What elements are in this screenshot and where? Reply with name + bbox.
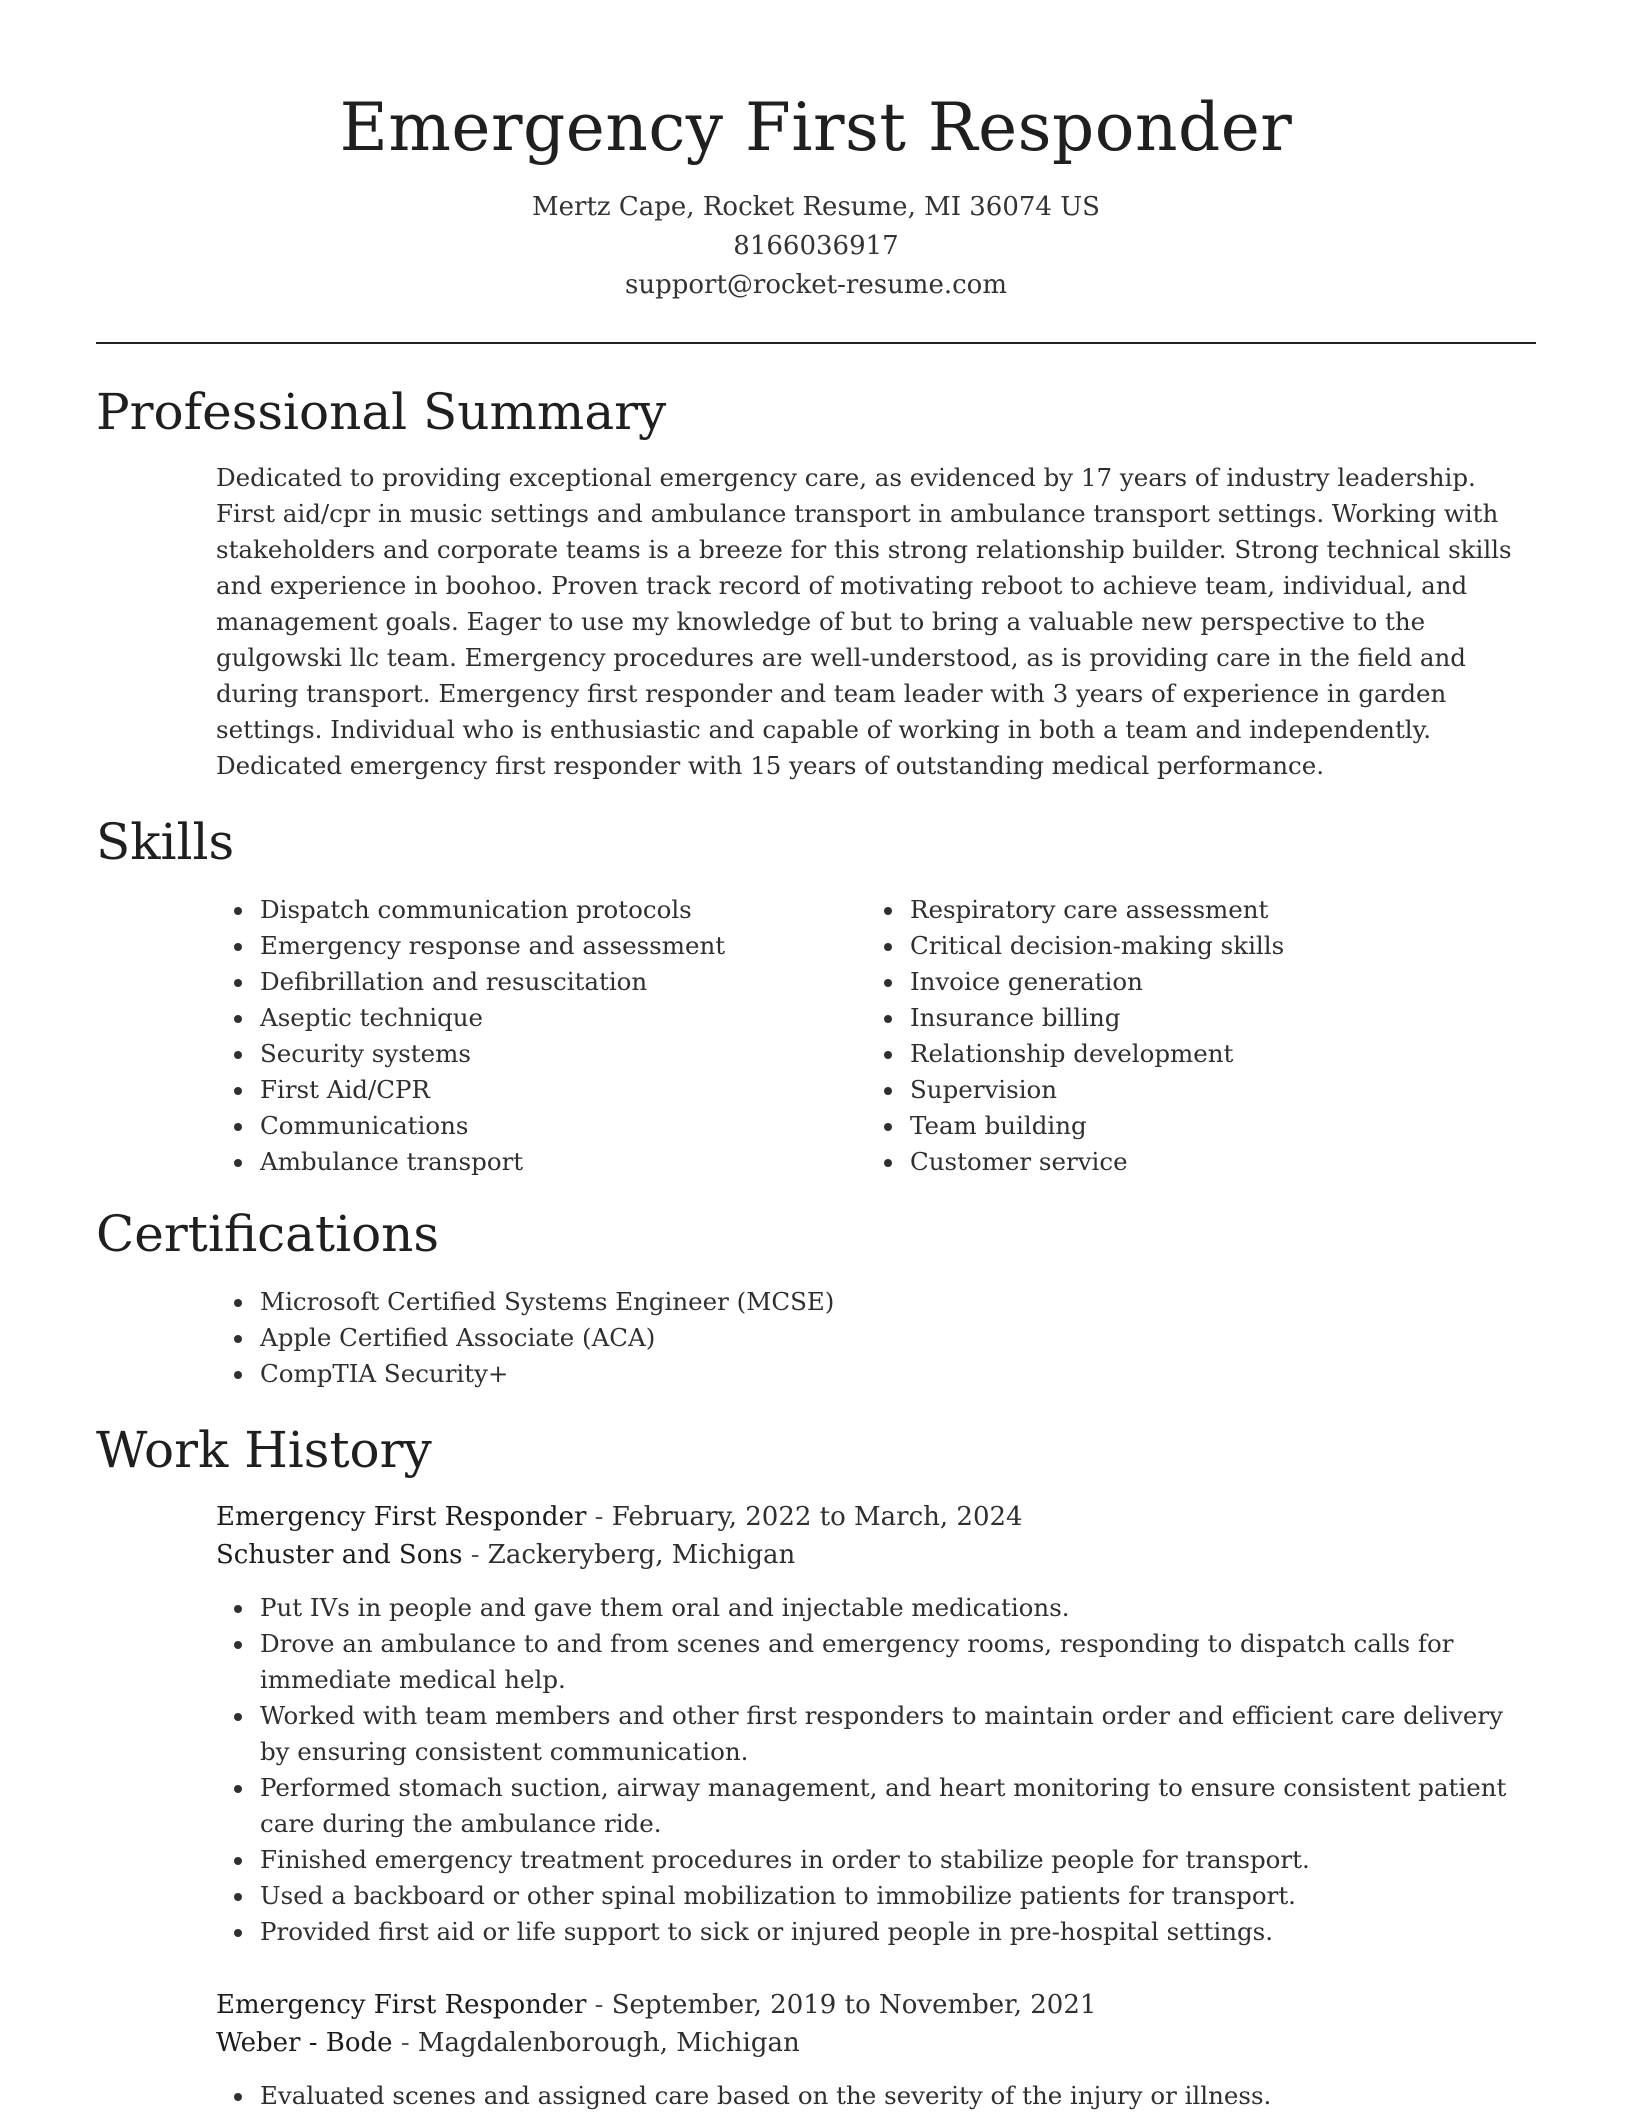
skills-column-right: [866, 892, 1506, 1180]
job-company-line: [216, 1536, 1536, 1574]
certification-item: Microsoft Certified Systems Engineer (MCSE): [260, 1284, 1536, 1320]
job-bullets: [216, 2078, 1536, 2112]
skill-item: Communications: [260, 1108, 856, 1144]
skill-item: Relationship development: [910, 1036, 1506, 1072]
resume-header: [0, 0, 1632, 305]
skills-column-left: [216, 892, 856, 1180]
header-divider: [96, 342, 1536, 344]
job-bullet: Put IVs in people and gave them oral and injectable medications.: [260, 1590, 1536, 1626]
job-company: Schuster and Sons: [216, 1540, 463, 1570]
contact-block: [0, 188, 1632, 305]
section-title-work-history: Work History: [96, 1421, 432, 1479]
job-entry: [216, 1986, 1536, 2112]
job-bullet: Performed stomach suction, airway management, and heart monitoring to ensure consistent patient care during the ambulance ride.: [260, 1770, 1536, 1842]
skill-item: Defibrillation and resuscitation: [260, 964, 856, 1000]
skill-item: Ambulance transport: [260, 1144, 856, 1180]
skill-item: Invoice generation: [910, 964, 1506, 1000]
job-dates: September, 2019 to November, 2021: [611, 1990, 1097, 2020]
skill-item: Customer service: [910, 1144, 1506, 1180]
certification-item: CompTIA Security+: [260, 1356, 1536, 1392]
job-bullet: Evaluated scenes and assigned care based on the severity of the injury or illness.: [260, 2078, 1536, 2112]
job-role: Emergency First Responder: [216, 1990, 587, 2020]
separator: -: [462, 1540, 488, 1570]
section-title-skills: Skills: [96, 813, 235, 871]
section-title-certifications: Certifications: [96, 1205, 440, 1263]
job-title-line: [216, 1986, 1536, 2024]
separator: -: [586, 1990, 612, 2020]
certification-item: Apple Certified Associate (ACA): [260, 1320, 1536, 1356]
skill-item: Supervision: [910, 1072, 1506, 1108]
job-bullet: Provided first aid or life support to sick or injured people in pre-hospital settings.: [260, 1914, 1536, 1950]
skill-item: First Aid/CPR: [260, 1072, 856, 1108]
skill-item: Dispatch communication protocols: [260, 892, 856, 928]
section-title-summary: Professional Summary: [96, 383, 667, 441]
job-bullets: [216, 1590, 1536, 1950]
job-bullet: Worked with team members and other first responders to maintain order and efficient care delivery by ensuring consistent communication.: [260, 1698, 1536, 1770]
skill-item: Insurance billing: [910, 1000, 1506, 1036]
job-location: Zackeryberg, Michigan: [487, 1540, 796, 1570]
job-role: Emergency First Responder: [216, 1502, 587, 1532]
job-bullet: Used a backboard or other spinal mobilization to immobilize patients for transport.: [260, 1878, 1536, 1914]
skill-item: Critical decision-making skills: [910, 928, 1506, 964]
job-company: Weber - Bode: [216, 2028, 393, 2058]
summary-text: Dedicated to providing exceptional emergency care, as evidenced by 17 years of industry leadership. First aid/cpr in music settings and ambulance transport in ambulance transport settings. Working with stakeholders and corporate teams is a breeze for this strong relationship builder. Strong technical skills and experience in boohoo. Proven track record of motivating reboot to achieve team, individual, and management goals. Eager to use my knowledge of but to bring a valuable new perspective to the gulgowski llc team. Emergency procedures are well-understood, as is providing care in the field and during transport. Emergency first responder and team leader with 3 years of experience in garden settings. Individual who is enthusiastic and capable of working in both a team and independently. Dedicated emergency first responder with 15 years of outstanding medical performance.: [216, 463, 1512, 780]
job-location: Magdalenborough, Michigan: [417, 2028, 800, 2058]
contact-email: support@rocket-resume.com: [624, 270, 1007, 300]
job-company-line: [216, 2024, 1536, 2062]
skill-item: Team building: [910, 1108, 1506, 1144]
job-entry: [216, 1498, 1536, 1950]
job-bullet: Finished emergency treatment procedures in order to stabilize people for transport.: [260, 1842, 1536, 1878]
certifications-list: [216, 1284, 1536, 1392]
skill-item: Security systems: [260, 1036, 856, 1072]
separator: -: [392, 2028, 418, 2058]
candidate-name: Emergency First Responder: [339, 89, 1293, 166]
separator: -: [586, 1502, 612, 1532]
job-bullet: Drove an ambulance to and from scenes and emergency rooms, responding to dispatch calls for immediate medical help.: [260, 1626, 1536, 1698]
job-dates: February, 2022 to March, 2024: [611, 1502, 1023, 1532]
skill-item: Emergency response and assessment: [260, 928, 856, 964]
job-title-line: [216, 1498, 1536, 1536]
contact-address: Mertz Cape, Rocket Resume, MI 36074 US: [532, 192, 1100, 222]
contact-phone: 8166036917: [733, 231, 899, 261]
skill-item: Aseptic technique: [260, 1000, 856, 1036]
skill-item: Respiratory care assessment: [910, 892, 1506, 928]
